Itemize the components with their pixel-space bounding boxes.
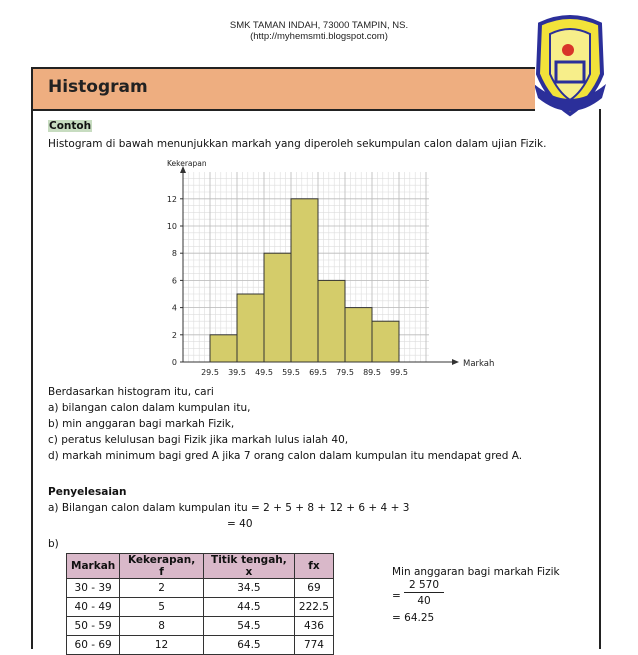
y-tick-label: 0	[171, 358, 177, 367]
col-header: Markah	[67, 554, 120, 579]
x-axis-label: Markah	[463, 359, 495, 369]
table-row	[67, 617, 334, 636]
cell: 2	[120, 579, 204, 598]
mean-numerator: 2 570	[404, 578, 444, 593]
x-tick-label: 69.5	[309, 368, 327, 377]
cell: 30 - 39	[67, 579, 120, 598]
cell: 50 - 59	[67, 617, 120, 636]
y-tick-label: 2	[171, 330, 177, 340]
table-header-row	[67, 554, 334, 579]
table-row	[67, 598, 334, 617]
mean-label: Min anggaran bagi markah Fizik	[392, 566, 560, 578]
mean-denominator: 40	[417, 595, 431, 607]
table-row	[67, 579, 334, 598]
histogram-bar	[318, 280, 345, 362]
question-d: d) markah minimum bagi gred A jika 7 orang calon dalam kumpulan itu mendapat gred A.	[48, 450, 523, 462]
table-row	[67, 636, 334, 655]
question-b: b) min anggaran bagi markah Fizik,	[48, 418, 235, 430]
x-tick-label: 59.5	[282, 368, 300, 377]
cell: 222.5	[294, 598, 333, 617]
y-tick-label: 4	[171, 303, 177, 313]
equals-sign: =	[392, 590, 401, 602]
histogram-bar	[210, 335, 237, 362]
cell: 774	[294, 636, 333, 655]
question-a: a) bilangan calon dalam kumpulan itu,	[48, 402, 251, 414]
school-url: (http://myhemsmti.blogspot.com)	[250, 31, 388, 42]
cell: 8	[120, 617, 204, 636]
section-title-band	[31, 67, 535, 111]
solution-a-line2: = 40	[227, 518, 253, 530]
question-c: c) peratus kelulusan bagi Fizik jika markah lulus ialah 40,	[48, 434, 349, 446]
histogram-bar	[237, 294, 264, 362]
school-crest-icon	[532, 14, 608, 122]
x-tick-label: 89.5	[363, 368, 381, 377]
cell: 54.5	[203, 617, 294, 636]
cell: 5	[120, 598, 204, 617]
col-header: Kekerapan, f	[120, 554, 204, 579]
section-title: Histogram	[48, 77, 148, 97]
histogram-bar	[345, 308, 372, 362]
example-label: Contoh	[49, 120, 92, 132]
frequency-table	[66, 553, 334, 655]
x-tick-label: 79.5	[336, 368, 354, 377]
cell: 69	[294, 579, 333, 598]
cell: 34.5	[203, 579, 294, 598]
col-header: Titik tengah, x	[203, 554, 294, 579]
y-tick-label: 6	[171, 276, 177, 286]
cell: 64.5	[203, 636, 294, 655]
histogram-bar	[264, 253, 291, 362]
cell: 60 - 69	[67, 636, 120, 655]
histogram-bar	[291, 199, 318, 362]
solution-b-label: b)	[48, 538, 59, 550]
y-tick-label: 10	[166, 222, 177, 231]
solution-a-line1: a) Bilangan calon dalam kumpulan itu = 2 + 5 + 8 + 12 + 6 + 4 + 3	[48, 502, 410, 514]
school-name: SMK TAMAN INDAH, 73000 TAMPIN, NS.	[229, 20, 409, 31]
y-tick-label: 12	[166, 194, 177, 204]
cell: 12	[120, 636, 204, 655]
mean-result: = 64.25	[392, 612, 435, 624]
example-intro: Histogram di bawah menunjukkan markah yang diperoleh sekumpulan calon dalam ujian Fizik.	[48, 138, 547, 150]
cell: 44.5	[203, 598, 294, 617]
solution-label: Penyelesaian	[48, 486, 127, 498]
x-tick-label: 39.5	[228, 368, 246, 377]
x-tick-label: 49.5	[255, 368, 273, 377]
y-tick-label: 8	[171, 249, 177, 259]
cell: 436	[294, 617, 333, 636]
x-axis-arrow-icon	[452, 359, 459, 365]
col-header: fx	[294, 554, 333, 579]
y-axis-label: Kekerapan	[167, 159, 207, 168]
histogram-chart	[150, 158, 495, 380]
questions-intro: Berdasarkan histogram itu, cari	[48, 386, 214, 398]
x-tick-label: 29.5	[201, 368, 219, 377]
histogram-bar	[372, 321, 399, 362]
x-tick-label: 99.5	[390, 368, 408, 377]
cell: 40 - 49	[67, 598, 120, 617]
